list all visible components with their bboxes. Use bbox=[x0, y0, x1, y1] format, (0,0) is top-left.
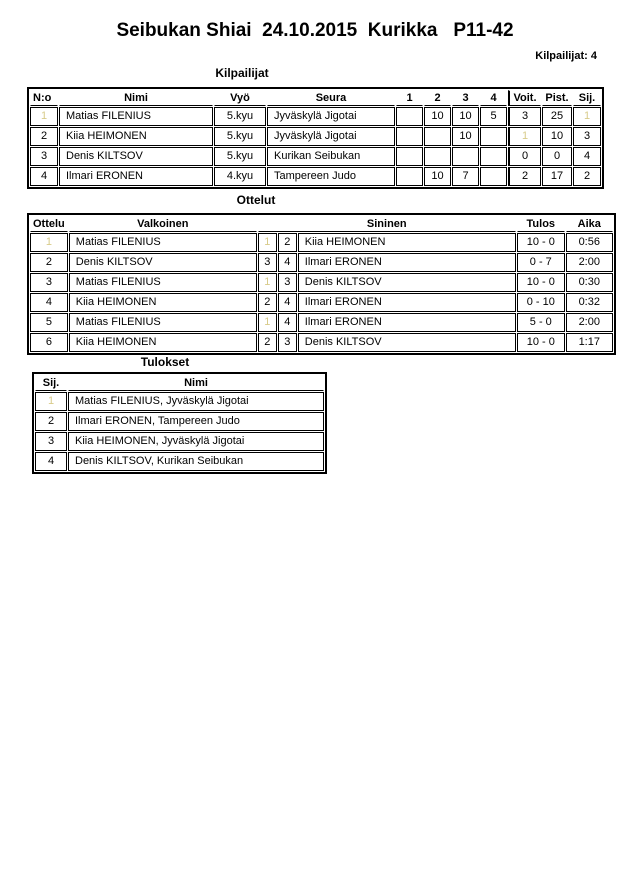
blue-name-cell: Ilmari ERONEN bbox=[298, 253, 516, 272]
round-cell bbox=[480, 167, 507, 186]
table-row bbox=[30, 107, 601, 126]
round-cell bbox=[396, 167, 423, 186]
time-cell: 2:00 bbox=[566, 253, 613, 272]
name-cell: Denis KILTSOV bbox=[59, 147, 213, 166]
blue-name-cell: Ilmari ERONEN bbox=[298, 293, 516, 312]
white-name-cell: Denis KILTSOV bbox=[69, 253, 257, 272]
header-round-2: 2 bbox=[424, 90, 451, 106]
blue-name-cell: Denis KILTSOV bbox=[298, 273, 516, 292]
header-club: Seura bbox=[267, 90, 395, 106]
white-no-cell: 2 bbox=[258, 293, 277, 312]
result-cell: 0 - 7 bbox=[517, 253, 565, 272]
club-cell: Tampereen Judo bbox=[267, 167, 395, 186]
blue-no-cell: 2 bbox=[278, 233, 297, 252]
result-cell: 10 - 0 bbox=[517, 273, 565, 292]
table-row bbox=[30, 233, 613, 252]
place-cell: 3 bbox=[573, 127, 601, 146]
matches-section-title: Ottelut bbox=[236, 193, 276, 207]
time-cell: 0:30 bbox=[566, 273, 613, 292]
white-name-cell: Matias FILENIUS bbox=[69, 273, 257, 292]
name-club-cell: Ilmari ERONEN, Tampereen Judo bbox=[68, 412, 324, 431]
club-cell: Jyväskylä Jigotai bbox=[267, 107, 395, 126]
round-cell: 10 bbox=[452, 127, 479, 146]
blue-no-cell: 4 bbox=[278, 313, 297, 332]
table-row bbox=[30, 253, 613, 272]
white-name-cell: Matias FILENIUS bbox=[69, 313, 257, 332]
name-cell: Ilmari ERONEN bbox=[59, 167, 213, 186]
table-header-row bbox=[30, 216, 613, 232]
no-cell: 4 bbox=[30, 167, 58, 186]
header-round-3: 3 bbox=[452, 90, 479, 106]
round-cell bbox=[396, 147, 423, 166]
belt-cell: 5.kyu bbox=[214, 147, 266, 166]
white-name-cell: Matias FILENIUS bbox=[69, 233, 257, 252]
place-cell: 2 bbox=[573, 167, 601, 186]
place-cell: 1 bbox=[35, 392, 67, 411]
round-cell: 5 bbox=[480, 107, 507, 126]
table-row bbox=[35, 392, 324, 411]
table-row bbox=[35, 432, 324, 451]
result-cell: 10 - 0 bbox=[517, 333, 565, 352]
round-cell: 10 bbox=[424, 107, 451, 126]
final-results-table bbox=[32, 372, 327, 474]
table-header-row bbox=[35, 375, 324, 391]
round-cell: 7 bbox=[452, 167, 479, 186]
round-cell: 10 bbox=[424, 167, 451, 186]
table-row bbox=[30, 147, 601, 166]
round-cell bbox=[452, 147, 479, 166]
page-title: Seibukan Shiai 24.10.2015 Kurikka P11-42 bbox=[116, 20, 514, 41]
header-time: Aika bbox=[566, 216, 613, 232]
place-cell: 4 bbox=[573, 147, 601, 166]
match-no-cell: 3 bbox=[30, 273, 68, 292]
wins-cell: 0 bbox=[508, 147, 541, 166]
points-cell: 25 bbox=[542, 107, 572, 126]
place-cell: 4 bbox=[35, 452, 67, 471]
no-cell: 1 bbox=[30, 107, 58, 126]
header-place: Sij. bbox=[573, 90, 601, 106]
table-row bbox=[30, 293, 613, 312]
header-blue: Sininen bbox=[258, 216, 516, 232]
table-row bbox=[30, 313, 613, 332]
name-club-cell: Kiia HEIMONEN, Jyväskylä Jigotai bbox=[68, 432, 324, 451]
header-points: Pist. bbox=[542, 90, 572, 106]
header-belt: Vyö bbox=[214, 90, 266, 106]
no-cell: 2 bbox=[30, 127, 58, 146]
time-cell: 0:56 bbox=[566, 233, 613, 252]
table-row bbox=[30, 273, 613, 292]
result-cell: 10 - 0 bbox=[517, 233, 565, 252]
final-results-table-grid bbox=[32, 372, 327, 474]
round-cell bbox=[396, 127, 423, 146]
club-cell: Jyväskylä Jigotai bbox=[267, 127, 395, 146]
points-cell: 10 bbox=[542, 127, 572, 146]
match-no-cell: 2 bbox=[30, 253, 68, 272]
table-row bbox=[30, 167, 601, 186]
white-no-cell: 1 bbox=[258, 313, 277, 332]
name-club-cell: Denis KILTSOV, Kurikan Seibukan bbox=[68, 452, 324, 471]
name-club-cell: Matias FILENIUS, Jyväskylä Jigotai bbox=[68, 392, 324, 411]
participants-count: Kilpailijat: 4 bbox=[535, 50, 597, 62]
white-no-cell: 2 bbox=[258, 333, 277, 352]
round-cell bbox=[424, 147, 451, 166]
match-no-cell: 1 bbox=[30, 233, 68, 252]
header-match-no: Ottelu bbox=[30, 216, 68, 232]
place-cell: 1 bbox=[573, 107, 601, 126]
points-cell: 0 bbox=[542, 147, 572, 166]
competitors-section-title: Kilpailijat bbox=[215, 66, 269, 80]
matches-table-grid bbox=[27, 213, 616, 355]
name-cell: Matias FILENIUS bbox=[59, 107, 213, 126]
white-name-cell: Kiia HEIMONEN bbox=[69, 293, 257, 312]
white-no-cell: 3 bbox=[258, 253, 277, 272]
white-name-cell: Kiia HEIMONEN bbox=[69, 333, 257, 352]
blue-name-cell: Denis KILTSOV bbox=[298, 333, 516, 352]
table-row bbox=[35, 452, 324, 471]
wins-cell: 3 bbox=[508, 107, 541, 126]
header-round-1: 1 bbox=[396, 90, 423, 106]
belt-cell: 5.kyu bbox=[214, 127, 266, 146]
round-cell bbox=[480, 127, 507, 146]
blue-no-cell: 3 bbox=[278, 273, 297, 292]
round-cell bbox=[424, 127, 451, 146]
header-no: N:o bbox=[30, 90, 58, 106]
result-cell: 0 - 10 bbox=[517, 293, 565, 312]
header-wins: Voit. bbox=[508, 90, 541, 106]
place-cell: 2 bbox=[35, 412, 67, 431]
round-cell: 10 bbox=[452, 107, 479, 126]
blue-no-cell: 4 bbox=[278, 253, 297, 272]
table-row bbox=[35, 412, 324, 431]
blue-name-cell: Ilmari ERONEN bbox=[298, 313, 516, 332]
belt-cell: 4.kyu bbox=[214, 167, 266, 186]
blue-no-cell: 3 bbox=[278, 333, 297, 352]
time-cell: 2:00 bbox=[566, 313, 613, 332]
place-cell: 3 bbox=[35, 432, 67, 451]
name-cell: Kiia HEIMONEN bbox=[59, 127, 213, 146]
round-cell bbox=[480, 147, 507, 166]
time-cell: 1:17 bbox=[566, 333, 613, 352]
table-row bbox=[30, 333, 613, 352]
match-no-cell: 6 bbox=[30, 333, 68, 352]
table-header-row bbox=[30, 90, 601, 106]
no-cell: 3 bbox=[30, 147, 58, 166]
result-cell: 5 - 0 bbox=[517, 313, 565, 332]
header-round-4: 4 bbox=[480, 90, 507, 106]
belt-cell: 5.kyu bbox=[214, 107, 266, 126]
competitors-table bbox=[27, 87, 604, 189]
white-no-cell: 1 bbox=[258, 233, 277, 252]
points-cell: 17 bbox=[542, 167, 572, 186]
club-cell: Kurikan Seibukan bbox=[267, 147, 395, 166]
matches-table bbox=[27, 213, 616, 355]
table-row bbox=[30, 127, 601, 146]
white-no-cell: 1 bbox=[258, 273, 277, 292]
header-white: Valkoinen bbox=[69, 216, 257, 232]
header-name: Nimi bbox=[59, 90, 213, 106]
blue-name-cell: Kiia HEIMONEN bbox=[298, 233, 516, 252]
time-cell: 0:32 bbox=[566, 293, 613, 312]
competitors-table-grid bbox=[27, 87, 604, 189]
wins-cell: 1 bbox=[508, 127, 541, 146]
match-no-cell: 4 bbox=[30, 293, 68, 312]
wins-cell: 2 bbox=[508, 167, 541, 186]
header-result: Tulos bbox=[517, 216, 565, 232]
header-name: Nimi bbox=[68, 375, 324, 391]
results-section-title: Tulokset bbox=[140, 355, 190, 369]
blue-no-cell: 4 bbox=[278, 293, 297, 312]
match-no-cell: 5 bbox=[30, 313, 68, 332]
round-cell bbox=[396, 107, 423, 126]
header-place: Sij. bbox=[35, 375, 67, 391]
